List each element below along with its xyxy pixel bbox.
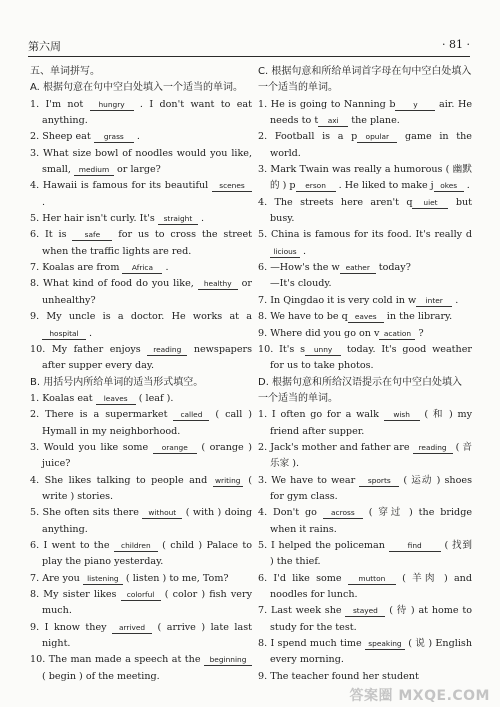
exercise-item [258,162,472,195]
exercise-item [30,538,252,571]
item-text: . [42,196,46,208]
item-text: . [86,327,93,339]
exercise-item [258,309,472,325]
exercise-item [258,440,472,473]
item-text: 8. We have to be q [258,311,348,323]
item-text: 4. She likes talking to people and [30,474,213,486]
item-text: —It's cloudy. [270,278,332,290]
answer-blank: safe [72,229,112,241]
exercise-item [258,195,472,228]
answer-blank: healthy [198,278,238,290]
exercise-item [30,129,252,145]
exercise-item [258,326,472,342]
exercise-item [30,440,252,473]
item-text: . [133,131,140,143]
item-text: 5. I helped the policeman [258,539,389,551]
item-text: ( listen ) to me, Tom? [122,572,229,584]
item-text: . [300,245,307,257]
exercise-item [30,309,252,342]
exercise-item [30,97,252,130]
item-text: ( 音乐家 ). [270,441,473,470]
answer-blank: sports [359,475,399,487]
item-text: ( 运动 ) shoes for gym class. [270,474,472,502]
item-text: 3. We have to wear [258,474,360,486]
item-text: or large? [113,164,161,176]
exercise-item [30,407,252,440]
item-text: 8. My sister likes [30,589,121,600]
answer-blank: licious [270,246,300,258]
item-text: 8. I spend much time [258,638,365,650]
item-text: 7. Last week she [258,605,346,617]
item-text: ? [415,327,424,339]
answer-blank: y [395,99,435,111]
answer-blank: writing [213,475,243,487]
answer-blank: listening [83,573,123,585]
answer-blank: called [173,409,209,421]
exercise-item [30,227,252,260]
answer-blank: wish [384,409,420,421]
exercise-item [30,571,252,587]
exercise-item [258,669,472,685]
item-text: 9. My uncle is a doctor. He works at a [30,311,252,323]
answer-blank: stayed [345,605,385,617]
exercise-item [30,342,252,375]
page-header [28,38,470,54]
answer-blank: opular [357,131,397,143]
item-text: 3. Mark Twain was really a humorous ( 幽默的 ) p [258,164,472,192]
item-text: 8. What kind of food do you like, [30,278,198,290]
item-text: ( color ) fish very much. [42,589,252,617]
item-text: ( 待 ) at home to study for the test. [270,605,472,633]
section-heading: A. 根据句意在句中空白处填入一个适当的单词。 [30,82,244,94]
answer-blank: eaves [348,311,384,323]
exercise-item [30,178,252,211]
exercise-item [258,260,472,276]
item-text: 9. Where did you go on v [258,327,380,339]
exercise-item [258,276,472,292]
item-text: . He liked to make j [335,180,434,192]
answer-blank: find [389,540,441,552]
item-text: ( begin ) of the meeting. [42,670,160,682]
exercise-item [30,260,252,276]
answer-blank: beginning [204,654,252,666]
section-heading: C. 根据句意和所给单词首字母在句中空白处填入一个适当的单词。 [258,66,472,94]
item-text: 1. I often go for a walk [258,409,384,421]
answer-blank: acation [379,328,415,340]
item-text: newspapers after supper every day. [42,343,253,372]
item-text: 6. I went to the [30,539,114,551]
page-number: · 81 · [442,38,470,51]
item-text: . [162,262,169,274]
item-text: 7. Are you [30,572,83,584]
item-text: 2. Jack's mother and father are [258,441,413,453]
item-text: ( leaf ). [135,392,174,404]
answer-blank: orange [153,442,197,454]
answer-blank: erson [296,180,336,192]
item-text: ( call ) Hymall in my neighborhood. [42,409,252,437]
answer-blank: inter [416,295,452,307]
item-text: 3. Would you like some [30,441,153,453]
exercise-item [258,603,472,636]
exercise-item [258,636,472,669]
left-column [30,64,252,685]
answer-blank: reading [413,442,453,454]
item-text: for us to cross the street when the traffic lights are red. [42,229,252,257]
item-text: 6. It is [30,229,73,241]
answer-blank: hospital [42,328,86,340]
exercise-item [258,129,472,162]
answer-blank: reading [147,344,187,356]
item-text: 1. Koalas eat [30,392,96,404]
item-text: 7. In Qingdao it is very cold in w [258,294,417,306]
item-text: ( orange ) juice? [42,441,252,470]
answer-blank: leaves [96,393,136,405]
answer-blank: speaking [365,638,405,650]
item-text: 1. He is going to Nanning b [258,98,396,110]
exercise-item [30,587,252,620]
exercise-item [30,391,252,407]
answer-blank: uiet [412,197,448,209]
item-text: ( 羊肉 ) and noodles for lunch. [270,572,472,600]
item-text: game in the world. [270,131,472,159]
right-column [258,64,472,685]
answer-blank: okes [434,180,464,192]
item-text: 5. She often sits there [30,507,143,519]
item-text: ( with ) doing anything. [42,507,252,535]
item-text: 4. The streets here aren't q [258,196,413,208]
exercise-item [30,473,252,506]
exercise-item [258,342,472,375]
item-text: air. He needs to t [270,98,472,127]
exercise-item [258,227,472,260]
item-text: ( arrive ) late last night. [42,621,252,650]
exercise-item [30,652,252,685]
answer-blank: grass [94,131,134,143]
exercise-item [30,505,252,538]
answer-blank: colorful [121,589,161,601]
item-text: ( 穿过 ) the bridge when it rains. [270,507,473,535]
exercise-item [30,146,252,179]
item-text: 5. China is famous for its food. It's really d [258,229,472,241]
item-text: or unhealthy? [42,278,252,306]
exercise-item [258,505,472,538]
item-text: in the library. [383,311,453,323]
answer-blank: without [142,507,182,519]
section-heading: D. 根据句意和所给汉语提示在句中空白处填入一个适当的单词。 [258,376,463,404]
exercise-item [258,473,472,506]
exercise-item [258,407,472,440]
exercise-item [30,620,252,653]
item-text: the plane. [348,115,400,127]
section-heading: 五、单词拼写。 [30,66,100,77]
header-rule [28,56,470,57]
item-text: ( 找到 ) the thief. [270,539,472,568]
answer-blank: axi [318,115,348,127]
item-text: today. It's good weather for us to take photos. [270,343,472,372]
item-text: today? [375,262,411,274]
item-text: 9. I know they [30,621,113,633]
answer-blank: scenes [212,180,252,192]
item-text: ( write ) stories. [42,474,252,502]
item-text: . [463,180,470,192]
watermark-logo: 答案圈 MXQE.COM [349,688,490,704]
week-label: 第六周 [28,40,61,53]
exercise-item [258,538,472,571]
item-text: 5. Her hair isn't curly. It's [30,213,158,225]
item-text: 2. There is a supermarket [30,409,174,421]
item-text: 2. Sheep eat [30,131,94,143]
item-text: but busy. [270,196,472,225]
item-text: 6. —How's the w [258,262,340,274]
answer-blank: children [114,540,158,552]
item-text: 4. Hawaii is famous for its beautiful [30,180,212,192]
answer-blank: unny [305,344,341,356]
answer-blank: across [323,507,363,519]
answer-blank: arrived [112,622,152,634]
answer-blank: Africa [122,262,162,274]
exercise-item [258,571,472,604]
exercise-item [258,293,472,309]
item-text: 10. The man made a speech at the [30,654,204,666]
item-text: 6. I'd like some [258,572,348,584]
answer-blank: medium [74,164,114,176]
item-text: . [452,294,459,306]
item-text: ( child ) Palace to play the piano yesterday. [42,539,252,568]
exercise-item [258,97,472,130]
item-text: 2. Football is a p [258,131,358,143]
item-text: 10. My father enjoys [30,343,148,355]
item-text: . [197,213,205,225]
answer-blank: hungry [90,99,134,111]
item-text: 3. What size bowl of noodles would you like, small, [30,147,252,176]
answer-blank: eather [340,262,376,274]
exercise-item [30,276,252,309]
item-text: 9. The teacher found her student [258,670,419,682]
section-heading: B. 用括号内所给单词的适当形式填空。 [30,376,204,388]
item-text: 1. I'm not [30,98,90,110]
item-text: 10. It's s [258,343,306,355]
answer-blank: straight [158,213,198,225]
exercise-item [30,211,252,227]
item-text: 7. Koalas are from [30,262,123,274]
item-text: 4. Don't go [258,507,323,519]
answer-blank: mutton [348,573,396,585]
item-text: ( 和 ) my friend after supper. [270,409,472,437]
item-text: ( 说 ) English every morning. [270,638,472,666]
item-text: . I don't want to eat anything. [42,98,253,127]
